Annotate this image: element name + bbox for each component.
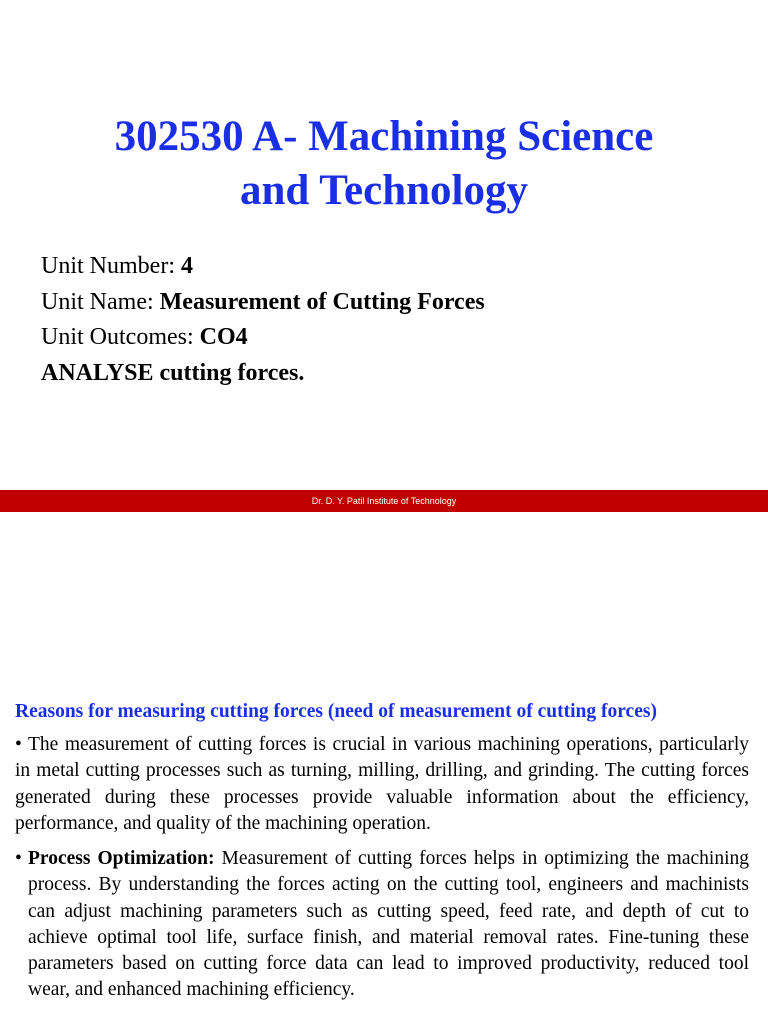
outcome-statement: ANALYSE cutting forces. (41, 359, 305, 386)
footer-band (0, 490, 768, 512)
outcome-statement-row (41, 356, 485, 392)
unit-name-label: Unit Name: (41, 288, 160, 315)
course-title (0, 110, 768, 218)
process-optimization-wrap (15, 846, 749, 1004)
paragraph-process-optimization (15, 846, 749, 1004)
unit-name-row (41, 285, 485, 321)
paragraph-measurement-importance (15, 732, 749, 837)
unit-name-value: Measurement of Cutting Forces (159, 288, 485, 315)
section-heading: Reasons for measuring cutting forces (need of measurement of cutting forces) (15, 701, 657, 722)
bullet-1: • (15, 734, 22, 755)
content-slide (0, 512, 768, 1024)
unit-outcomes-value: CO4 (199, 324, 248, 350)
unit-number-label: Unit Number: (41, 253, 181, 279)
paragraph-1-text: The measurement of cutting forces is crucial in various machining operations, particularly in metal cutting processes such as turning, milling, drilling, and grinding. The cutting forces generated during these processes provide valuable information about the efficiency, performance, and quality of the machining operation. (15, 734, 749, 834)
unit-outcomes-label: Unit Outcomes: (41, 324, 200, 350)
process-optimization-lead: Process Optimization: (28, 848, 215, 869)
institute-name: Dr. D. Y. Patil Institute of Technology (311, 496, 457, 506)
course-title-line-1: 302530 A- Machining Science (114, 113, 654, 160)
title-slide (0, 0, 768, 490)
unit-number-row (41, 249, 485, 285)
unit-outcomes-row (41, 320, 485, 356)
bullet-2: • (15, 848, 22, 869)
course-title-line-2: and Technology (240, 167, 528, 214)
process-optimization-text: Measurement of cutting forces helps in optimizing the machining process. By understanding the forces acting on the cutting tool, engineers and machinists can adjust machining parameters such as cutting speed, feed rate, and depth of cut to achieve optimal tool life, surface finish, and material removal rates. Fine-tuning these parameters based on cutting force data can lead to improved productivity, reduced tool wear, and enhanced machining efficiency. (28, 848, 749, 1001)
unit-number-value: 4 (180, 253, 193, 279)
unit-info (41, 249, 485, 391)
